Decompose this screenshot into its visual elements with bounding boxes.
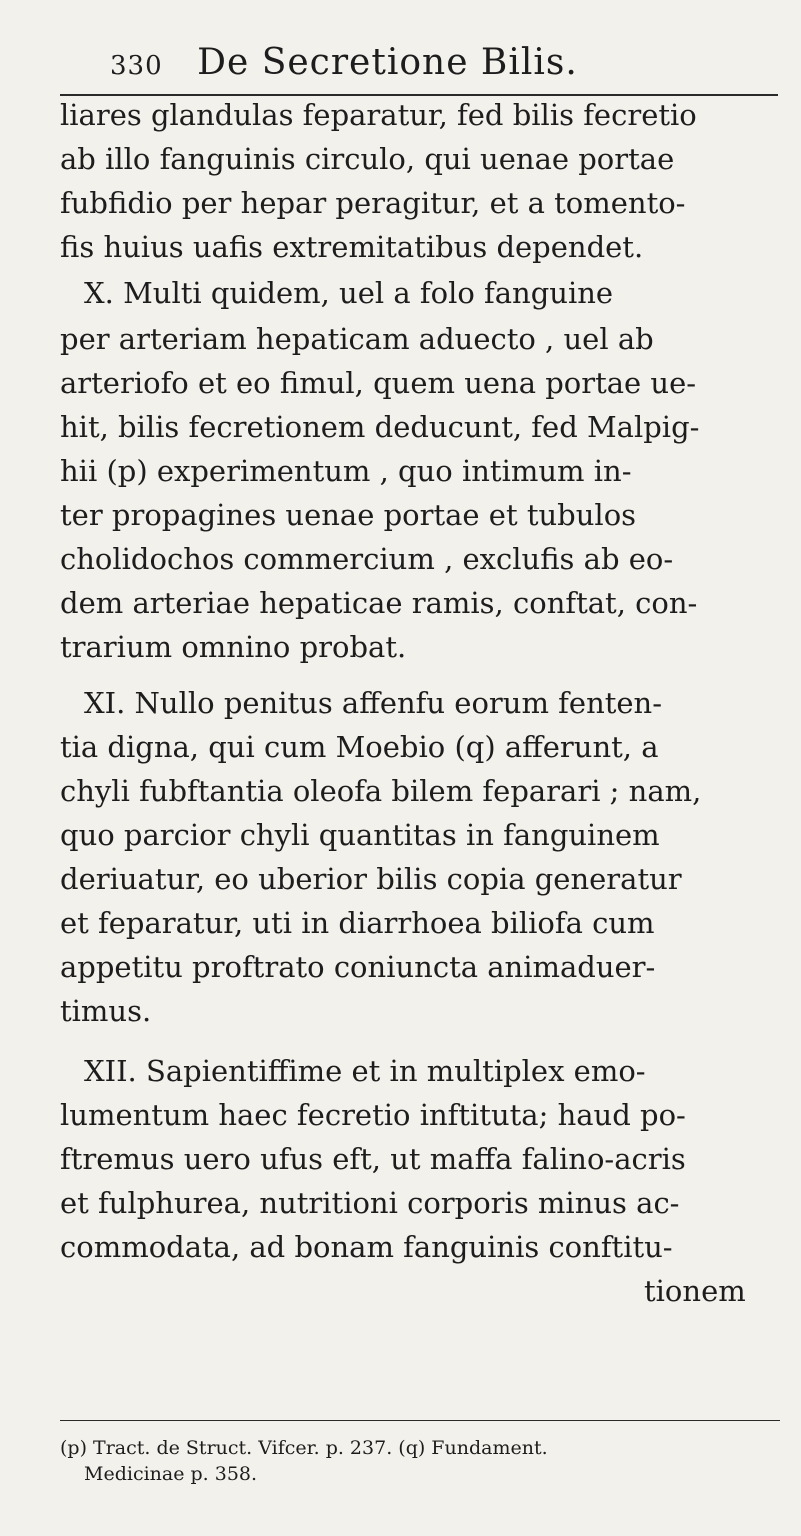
header-rule — [60, 94, 778, 96]
footnote-line: Medicinae p. 358. — [84, 1463, 258, 1485]
body-line: timus. — [60, 994, 152, 1028]
body-line: commodata, ad bonam fanguinis conftitu- — [60, 1230, 673, 1264]
paragraph-x-start: X. Multi quidem, uel a folo fanguine — [84, 276, 614, 310]
running-title: De Secretione Bilis. — [197, 42, 578, 83]
page-number: 330 — [110, 51, 163, 81]
body-line: fubfidio per hepar peragitur, et a tomento- — [60, 186, 686, 220]
footnote-line: (p) Tract. de Struct. Vifcer. p. 237. (q) Fundament. — [60, 1437, 548, 1459]
body-line: et feparatur, uti in diarrhoea biliofa cum — [60, 906, 655, 940]
body-line: ter propagines uenae portae et tubulos — [60, 498, 637, 532]
running-header — [110, 42, 710, 83]
body-line: lumentum haec fecretio inftituta; haud po- — [60, 1098, 686, 1132]
body-line: ftremus uero ufus eft, ut maffa falino-acris — [60, 1142, 686, 1176]
body-line: chyli fubftantia oleofa bilem feparari ; nam, — [60, 774, 702, 808]
body-line: ab illo fanguinis circulo, qui uenae portae — [60, 142, 675, 176]
body-line: quo parcior chyli quantitas in fanguinem — [60, 818, 660, 852]
body-line: appetitu proftrato coniuncta animaduer- — [60, 950, 656, 984]
body-line: hii (p) experimentum , quo intimum in- — [60, 454, 632, 488]
body-line: et fulphurea, nutritioni corporis minus ac- — [60, 1186, 680, 1220]
body-line: hit, bilis fecretionem deducunt, fed Malpig- — [60, 410, 700, 444]
body-line: dem arteriae hepaticae ramis, conftat, con- — [60, 586, 698, 620]
body-line: arteriofo et eo fimul, quem uena portae ue- — [60, 366, 697, 400]
body-line: trarium omnino probat. — [60, 630, 407, 664]
catchword: tionem — [644, 1274, 746, 1308]
footnote-rule — [60, 1420, 780, 1421]
body-line: fis huius uafis extremitatibus dependet. — [60, 230, 644, 264]
body-line: tia digna, qui cum Moebio (q) afferunt, a — [60, 730, 659, 764]
body-line: deriuatur, eo uberior bilis copia generatur — [60, 862, 682, 896]
body-line: liares glandulas feparatur, fed bilis fecretio — [60, 98, 697, 132]
body-line: cholidochos commercium , exclufis ab eo- — [60, 542, 674, 576]
paragraph-xii-start: XII. Sapientiffime et in multiplex emo- — [84, 1054, 646, 1088]
body-line: per arteriam hepaticam aduecto , uel ab — [60, 322, 654, 356]
paragraph-xi-start: XI. Nullo penitus affenfu eorum fenten- — [84, 686, 663, 720]
